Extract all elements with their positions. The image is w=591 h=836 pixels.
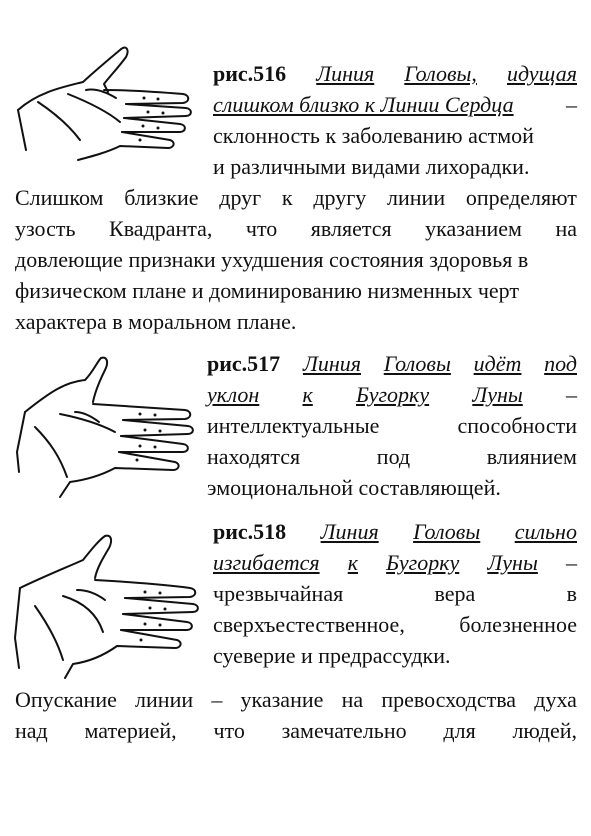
paragraph1-line-2 xyxy=(15,215,577,243)
paragraph1-line-4: физическом плане и доминированию низменных черт xyxy=(15,278,519,303)
paragraph1-line-5: характера в моральном плане. xyxy=(15,309,297,334)
paragraph1-line-3: довлеющие признаки ухудшения состояния здоровья в xyxy=(15,247,529,272)
caption-word: Линия xyxy=(316,61,375,86)
word: находятся xyxy=(207,444,301,469)
caption-word: идёт xyxy=(473,351,522,376)
word: под xyxy=(376,444,411,469)
fig518-caption-line-2 xyxy=(213,549,577,577)
word: на xyxy=(555,216,577,241)
fig516-desc-line-4: и различными видами лихорадки. xyxy=(213,154,530,179)
dash: – xyxy=(566,92,577,117)
figure-label: рис.517 xyxy=(207,351,281,376)
word: узость xyxy=(15,216,76,241)
fig518-desc-line-5: суеверие и предрассудки. xyxy=(213,643,451,668)
word: другу xyxy=(313,185,367,210)
fig517-caption-line-1 xyxy=(207,350,577,378)
word: вера xyxy=(434,581,476,606)
dash: – xyxy=(566,382,577,407)
word: сверхъестественное, xyxy=(213,612,405,637)
word: духа xyxy=(534,687,577,712)
caption-word: Головы, xyxy=(404,61,477,86)
caption-word: Бугорку xyxy=(386,550,460,575)
word: что xyxy=(213,718,245,743)
fig517-caption-line-2 xyxy=(207,381,577,409)
fig517-desc-line-3 xyxy=(207,412,577,440)
word: для xyxy=(443,718,476,743)
word: указание xyxy=(240,687,324,712)
word: линии xyxy=(135,687,194,712)
paragraph2-line-2 xyxy=(15,717,577,745)
caption-word: Головы xyxy=(413,519,481,544)
word: над xyxy=(15,718,48,743)
caption-word: сильно xyxy=(514,519,577,544)
word: людей, xyxy=(512,718,577,743)
word: чрезвычайная xyxy=(213,581,344,606)
fig518-caption-line-1 xyxy=(213,518,577,546)
word: друг xyxy=(219,185,262,210)
caption-word: под xyxy=(544,351,577,376)
caption-word: Луны xyxy=(472,382,523,407)
fig517-desc-line-5: эмоциональной составляющей. xyxy=(207,475,501,500)
hand-illustration-517 xyxy=(5,352,200,502)
word: в xyxy=(566,581,577,606)
word: интеллектуальные xyxy=(207,413,380,438)
fig516-desc-line-3: склонность к заболеванию астмой xyxy=(213,123,534,148)
fig516-caption-line-2 xyxy=(213,91,577,119)
paragraph1-line-1 xyxy=(15,184,577,212)
caption-word: Линия xyxy=(320,519,379,544)
caption-word: изгибается xyxy=(213,550,320,575)
fig516-caption-line-1 xyxy=(213,60,577,88)
word: является xyxy=(310,216,392,241)
dash: – xyxy=(566,550,577,575)
caption-word: Линия xyxy=(302,351,361,376)
figure-label: рис.518 xyxy=(213,519,287,544)
word: близкие xyxy=(124,185,199,210)
word: превосходства xyxy=(381,687,517,712)
caption-word: Луны xyxy=(487,550,538,575)
word: что xyxy=(245,216,278,241)
paragraph2-line-1 xyxy=(15,686,577,714)
hand-illustration-516 xyxy=(8,32,198,167)
figure-label: рис.516 xyxy=(213,61,287,86)
fig518-desc-line-4 xyxy=(213,611,577,639)
word: болезненное xyxy=(459,612,577,637)
word: на xyxy=(341,687,364,712)
word: способности xyxy=(457,413,577,438)
word: Квадранта, xyxy=(109,216,213,241)
caption-word: Бугорку xyxy=(355,382,430,407)
word: замечательно xyxy=(281,718,407,743)
word: Опускание xyxy=(15,687,117,712)
word: определяют xyxy=(465,185,577,210)
word: Слишком xyxy=(15,185,104,210)
caption-word: уклон xyxy=(207,382,260,407)
word: линии xyxy=(387,185,446,210)
caption-word: Головы xyxy=(383,351,451,376)
word: – xyxy=(211,687,223,712)
caption-word: к xyxy=(302,382,313,407)
word: влиянием xyxy=(486,444,577,469)
fig518-desc-line-3 xyxy=(213,580,577,608)
fig517-desc-line-4 xyxy=(207,443,577,471)
hand-illustration-518 xyxy=(5,528,205,686)
caption-word: идущая xyxy=(506,61,577,86)
word: к xyxy=(281,185,293,210)
word: указанием xyxy=(425,216,522,241)
caption-text: слишком близко к Линии Сердца xyxy=(213,92,514,117)
word: материей, xyxy=(84,718,177,743)
caption-word: к xyxy=(347,550,359,575)
